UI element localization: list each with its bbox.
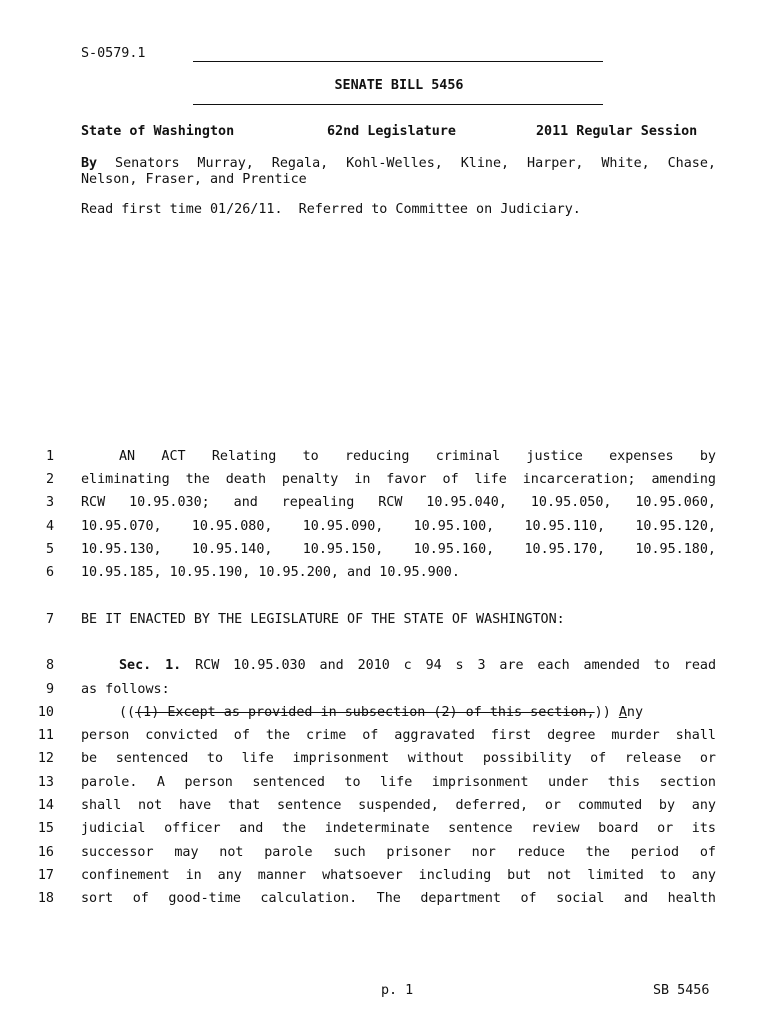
document-code: S-0579.1 [81,46,146,61]
line-number: 12 [37,751,54,766]
act-line-3: RCW 10.95.030; and repealing RCW 10.95.040, 10.95.050, 10.95.060, [81,495,716,510]
line-number: 18 [37,891,54,906]
section-line-14: shall not have that sentence suspended, deferred, or commuted by any [81,798,716,813]
sponsors-names-1: Senators Murray, Regala, Kohl-Welles, Kline, Harper, White, Chase, [115,156,716,171]
act-line-2: eliminating the death penalty in favor of life incarceration; amending [81,472,716,487]
section-line-8 [81,657,716,674]
act-line-6: 10.95.185, 10.95.190, 10.95.200, and 10.95.900. [81,565,460,580]
line-number: 3 [45,495,54,510]
section-line-9: as follows: [81,682,170,697]
line-number: 10 [37,705,54,720]
session: 2011 Regular Session [536,124,698,139]
line-number: 17 [37,868,54,883]
header-rule-bottom [193,104,603,105]
section-line-10 [81,704,716,721]
line-number: 7 [45,612,54,627]
section-label: Sec. 1. [119,658,182,673]
state-name: State of Washington [81,124,235,139]
line10-rest: ny [626,705,644,720]
inserted-text: A [618,705,627,720]
by-label: By [81,156,98,171]
line-number: 5 [45,542,54,557]
act-line-4: 10.95.070, 10.95.080, 10.95.090, 10.95.100, 10.95.110, 10.95.120, [81,519,716,534]
sponsors-line-2: Nelson, Fraser, and Prentice [81,172,307,187]
line-number: 16 [37,845,54,860]
act-line-1: AN ACT Relating to reducing criminal justice expenses by [119,449,716,464]
struck-text: (1) Except as provided in subsection (2) of this section, [135,705,595,720]
sponsors-line-1 [81,155,716,172]
footer-bill-ref: SB 5456 [653,983,710,998]
enacting-clause: BE IT ENACTED BY THE LEGISLATURE OF THE STATE OF WASHINGTON: [81,612,565,627]
bill-title: SENATE BILL 5456 [334,78,464,93]
legislature: 62nd Legislature [327,124,456,139]
section-line-13: parole. A person sentenced to life imprisonment under this section [81,775,716,790]
act-line-5: 10.95.130, 10.95.140, 10.95.150, 10.95.160, 10.95.170, 10.95.180, [81,542,716,557]
section-line-11: person convicted of the crime of aggravated first degree murder shall [81,728,716,743]
section-line-15: judicial officer and the indeterminate sentence review board or its [81,821,716,836]
section-line-17: confinement in any manner whatsoever including but not limited to any [81,868,716,883]
reading-note: Read first time 01/26/11. Referred to Committee on Judiciary. [81,202,581,217]
line-number: 13 [37,775,54,790]
section-line-12: be sentenced to life imprisonment without possibility of release or [81,751,716,766]
line-number: 9 [45,682,54,697]
deletion-close: )) [594,705,611,720]
line-number: 4 [45,519,54,534]
header-rule-top [193,61,603,62]
line-number: 1 [45,449,54,464]
line-number: 6 [45,565,54,580]
page-number: p. 1 [381,983,414,998]
line-number: 15 [37,821,54,836]
line-number: 2 [45,472,54,487]
line-number: 11 [37,728,54,743]
section-intro: RCW 10.95.030 and 2010 c 94 s 3 are each amended to read [195,658,717,673]
line-number: 8 [45,658,54,673]
section-line-18: sort of good-time calculation. The department of social and health [81,891,716,906]
line-number: 14 [37,798,54,813]
deletion-open: (( [119,705,136,720]
section-line-16: successor may not parole such prisoner nor reduce the period of [81,845,716,860]
